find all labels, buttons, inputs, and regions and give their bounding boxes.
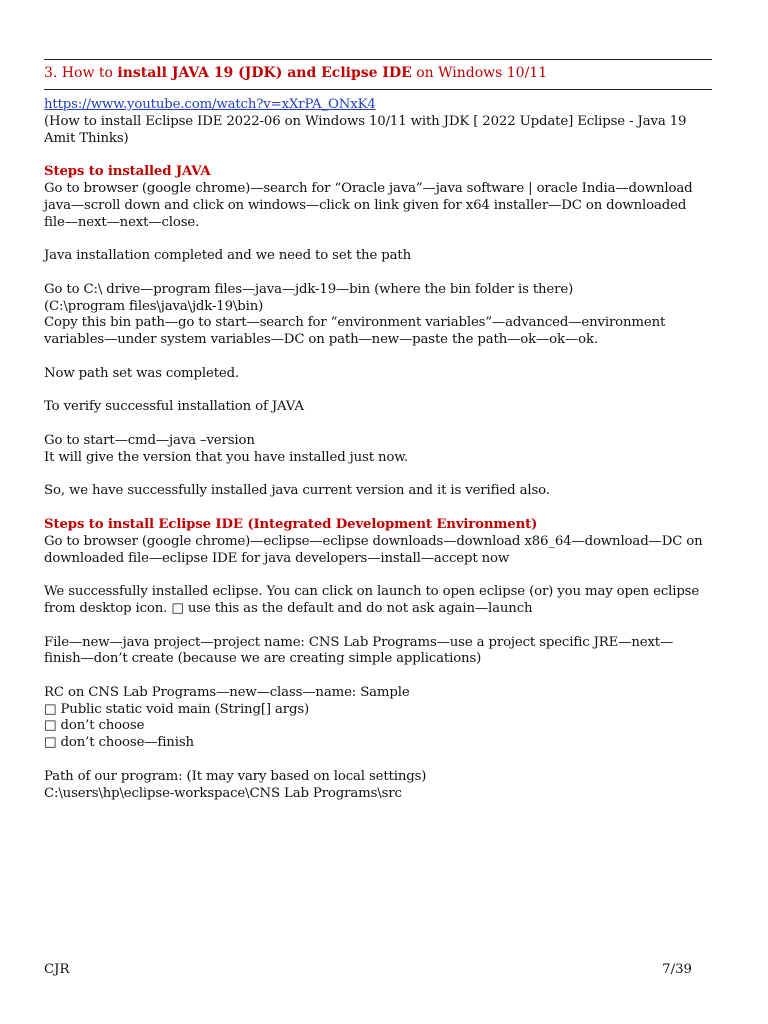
java-line: Go to browser (google chrome)—search for “Oracle java”—java software | oracle India—download — [44, 180, 693, 196]
java-line: It will give the version that you have installed just now. — [44, 449, 408, 465]
java-line: java—scroll down and click on windows—click on link given for x64 installer—DC on downloaded — [44, 197, 687, 213]
page-number: 7/39 — [662, 962, 692, 977]
top-rule — [44, 59, 712, 60]
heading-prefix: 3. How to — [44, 65, 118, 81]
java-line: Go to start—cmd—java –version — [44, 432, 255, 448]
java-line: variables—under system variables—DC on path—new—paste the path—ok—ok—ok. — [44, 332, 598, 348]
java-line: So, we have successfully installed java current version and it is verified also. — [44, 483, 550, 499]
eclipse-line: C:\users\hp\eclipse-workspace\CNS Lab Programs\src — [44, 785, 402, 801]
java-line: Go to C:\ drive—program files—java—jdk-19—bin (where the bin folder is there) — [44, 281, 574, 297]
eclipse-line: finish—don’t create (because we are creating simple applications) — [44, 651, 482, 667]
section-heading — [44, 64, 712, 82]
eclipse-line: Go to browser (google chrome)—eclipse—eclipse downloads—download x86_64—download—DC on — [44, 533, 703, 549]
java-line: Now path set was completed. — [44, 365, 240, 381]
eclipse-line: □ don’t choose — [44, 718, 145, 734]
eclipse-line: □ don’t choose—finish — [44, 735, 194, 751]
eclipse-line: downloaded file—eclipse IDE for java developers—install—accept now — [44, 550, 510, 566]
java-line: file—next—next—close. — [44, 214, 200, 230]
video-description-2: Amit Thinks) — [44, 130, 129, 146]
eclipse-line: File—new—java project—project name: CNS Lab Programs—use a project specific JRE—next— — [44, 634, 674, 650]
java-steps-heading: Steps to installed JAVA — [44, 164, 211, 180]
youtube-link[interactable]: https://www.youtube.com/watch?v=xXrPA_ONxK4 — [44, 97, 376, 112]
eclipse-line: We successfully installed eclipse. You can click on launch to open eclipse (or) you may open eclipse — [44, 584, 700, 600]
heading-bold: install JAVA 19 (JDK) and Eclipse IDE — [117, 65, 412, 81]
java-line: (C:\program files\java\jdk-19\bin) — [44, 298, 264, 314]
footer-author: CJR — [44, 962, 70, 977]
eclipse-line: Path of our program: (It may vary based on local settings) — [44, 768, 427, 784]
eclipse-steps-heading: Steps to install Eclipse IDE (Integrated Development Environment) — [44, 516, 538, 532]
eclipse-line: RC on CNS Lab Programs—new—class—name: Sample — [44, 684, 410, 700]
heading-suffix: on Windows 10/11 — [411, 65, 548, 81]
java-line: Java installation completed and we need to set the path — [44, 248, 411, 264]
eclipse-line: □ Public static void main (String[] args) — [44, 701, 310, 717]
document-body — [44, 97, 724, 802]
bottom-rule — [44, 89, 712, 90]
java-line: Copy this bin path—go to start—search for “environment variables”—advanced—environment — [44, 315, 666, 331]
eclipse-line: from desktop icon. □ use this as the default and do not ask again—launch — [44, 600, 533, 616]
video-description-1: (How to install Eclipse IDE 2022-06 on Windows 10/11 with JDK [ 2022 Update] Eclipse - Java 19 — [44, 113, 687, 129]
java-line: To verify successful installation of JAVA — [44, 399, 304, 415]
